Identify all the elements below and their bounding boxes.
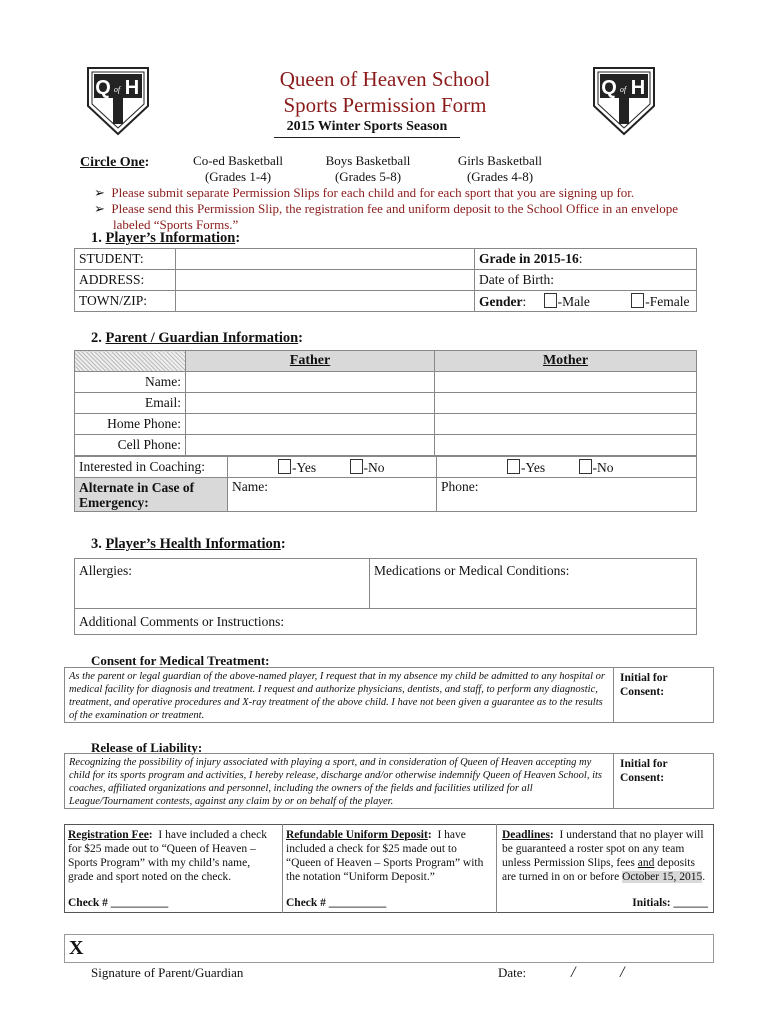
comments-field[interactable]: Additional Comments or Instructions: — [75, 609, 697, 635]
cell-phone-row-label: Cell Phone: — [75, 435, 186, 456]
email-row-label: Email: — [75, 393, 186, 414]
mother-coaching-yes-checkbox[interactable]: -Yes — [507, 460, 545, 475]
mother-home-phone-field[interactable] — [435, 414, 697, 435]
consent-initial-field[interactable]: Initial for Consent: — [613, 667, 714, 723]
deadlines-initials-field[interactable]: Initials: ______ — [632, 897, 708, 909]
mother-email-field[interactable] — [435, 393, 697, 414]
form-title: Sports Permission Form — [283, 93, 487, 117]
date-slash-1: / — [571, 964, 576, 981]
player-info-table — [74, 248, 697, 312]
svg-text:H: H — [630, 77, 646, 99]
season-heading: 2015 Winter Sports Season — [274, 119, 460, 138]
release-initial-field[interactable]: Initial for Consent: — [613, 753, 714, 809]
corner-cell — [75, 351, 186, 372]
consent-text-box: As the parent or legal guardian of the above-named player, I request that in my absence my child be admitted to any hospital or medical facility for diagnosis and treatment. I request and authorize physicians, dentists, and staff, to perform any diagnostic, treatment, and operative procedures and X-ray treatment of the above child. I have not been given a guarantee as to the results of the examination or treatment. — [64, 667, 614, 723]
signature-field[interactable] — [64, 934, 714, 963]
svg-text:H: H — [124, 77, 140, 99]
date-label: Date: — [498, 965, 527, 980]
allergies-field[interactable]: Allergies: — [75, 559, 370, 609]
svg-text:of: of — [113, 85, 121, 94]
section-parent-heading: 2. Parent / Guardian Information: — [91, 330, 304, 346]
address-field[interactable] — [176, 270, 475, 291]
mother-header: Mother — [435, 351, 697, 372]
mother-coaching-no-checkbox[interactable]: -No — [579, 460, 614, 475]
instruction-2-cont: labeled “Sports Forms.” — [113, 217, 239, 232]
grade-field[interactable]: Grade in 2015-16: — [475, 249, 697, 270]
dob-field[interactable]: Date of Birth: — [475, 270, 697, 291]
registration-check-field[interactable]: Check # __________ — [68, 897, 169, 909]
instruction-2: ➢ Please send this Permission Slip, the registration fee and uniform deposit to the School Office in an envelope — [94, 201, 678, 216]
date-slash-2: / — [620, 964, 625, 981]
section-player-heading: 1. Player’s Information: — [91, 230, 241, 246]
female-checkbox[interactable]: -Female — [631, 294, 689, 309]
address-label: ADDRESS: — [75, 270, 176, 291]
uniform-check-field[interactable]: Check # __________ — [286, 897, 387, 909]
alternate-phone-field[interactable]: Phone: — [437, 478, 697, 512]
name-row-label: Name: — [75, 372, 186, 393]
mother-coaching — [437, 457, 697, 478]
town-label: TOWN/ZIP: — [75, 291, 176, 312]
option-boys-basketball[interactable]: Boys Basketball (Grades 5-8) — [325, 153, 411, 184]
male-checkbox[interactable]: -Male — [544, 294, 590, 309]
form-title-school: Queen of Heaven School — [279, 67, 491, 91]
option-coed-basketball[interactable]: Co-ed Basketball (Grades 1-4) — [193, 153, 283, 184]
father-name-field[interactable] — [186, 372, 435, 393]
circle-one-label: Circle One: — [80, 155, 150, 170]
father-coaching-no-checkbox[interactable]: -No — [350, 460, 385, 475]
arrow-bullet-icon: ➢ — [94, 185, 105, 200]
release-text-box: Recognizing the possibility of injury associated with playing a sport, and in consideration of Queen of Heaven accepting my child for its sports program and activities, I hereby release, discharge and/or otherwise indemnify Queen of Heaven School, its coaches, affiliated organizations and personnel, including the owners of the fields and facilities utilized for all League/Tournament contests, against any claim by or on behalf of the player. — [64, 753, 614, 809]
alternate-label: Alternate in Case of Emergency: — [75, 478, 228, 512]
instruction-1: ➢ Please submit separate Permission Slips for each child and for each sport that you are signing up for. — [94, 185, 635, 200]
date-field[interactable] — [530, 968, 670, 982]
consent-heading: Consent for Medical Treatment: — [91, 653, 270, 668]
town-field[interactable] — [176, 291, 475, 312]
student-label: STUDENT: — [75, 249, 176, 270]
section-health-heading: 3. Player’s Health Information: — [91, 536, 286, 552]
father-cell-phone-field[interactable] — [186, 435, 435, 456]
option-girls-basketball[interactable]: Girls Basketball (Grades 4-8) — [457, 153, 543, 184]
mother-cell-phone-field[interactable] — [435, 435, 697, 456]
svg-text:Q: Q — [95, 77, 111, 99]
father-coaching-yes-checkbox[interactable]: -Yes — [278, 460, 316, 475]
gender-field: Gender: -Male -Female — [475, 291, 697, 312]
home-phone-row-label: Home Phone: — [75, 414, 186, 435]
father-email-field[interactable] — [186, 393, 435, 414]
deadlines-text: Deadlines: I understand that no player will be guaranteed a roster spot on any team unless Permission Slips, fees and deposits are turned in on or before October 15, 2015. — [502, 829, 706, 883]
release-heading: Release of Liability: — [91, 740, 203, 755]
registration-fee-text: Registration Fee: I have included a check for $25 made out to “Queen of Heaven – Sports Program” with my child’s name, grade and sport noted on the check. — [68, 829, 267, 883]
health-table — [74, 558, 697, 635]
signature-label: Signature of Parent/Guardian — [91, 965, 244, 980]
medications-field[interactable]: Medications or Medical Conditions: — [370, 559, 697, 609]
father-home-phone-field[interactable] — [186, 414, 435, 435]
svg-text:of: of — [619, 85, 627, 94]
mother-name-field[interactable] — [435, 372, 697, 393]
alternate-name-field[interactable]: Name: — [228, 478, 437, 512]
father-coaching — [228, 457, 437, 478]
arrow-bullet-icon: ➢ — [94, 201, 105, 216]
parent-info-table — [74, 350, 697, 456]
coaching-label: Interested in Coaching: — [75, 457, 228, 478]
father-header: Father — [186, 351, 435, 372]
deadline-date: October 15, 2015 — [622, 871, 703, 883]
uniform-deposit-text: Refundable Uniform Deposit: I have included a check for $25 made out to “Queen of Heaven – Sports Program” with the notation “Uniform Deposit.” — [286, 829, 484, 883]
svg-text:Q: Q — [601, 77, 617, 99]
coaching-table — [74, 456, 697, 512]
student-field[interactable] — [176, 249, 475, 270]
signature-x-mark: X — [69, 937, 84, 959]
